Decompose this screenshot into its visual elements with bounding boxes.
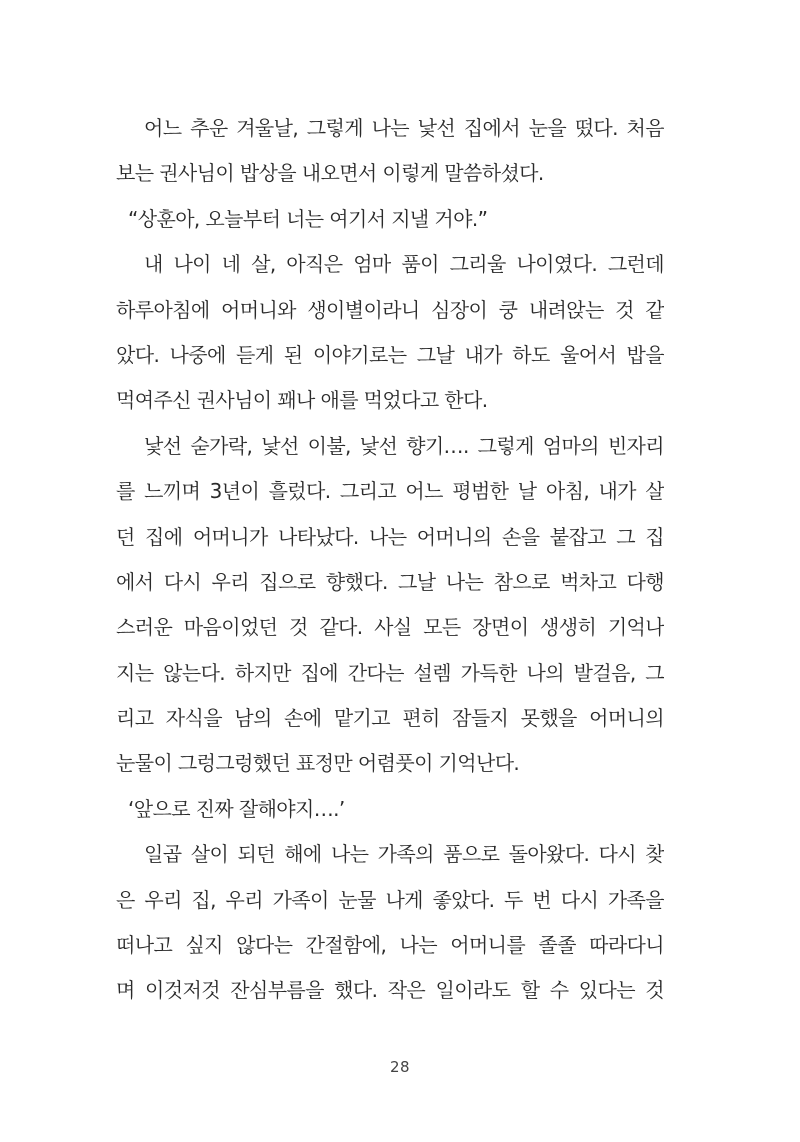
text-line: 은 우리 집, 우리 가족이 눈물 나게 좋았다. 두 번 다시 가족을: [116, 887, 664, 912]
text-line: 내 나이 네 살, 아직은 엄마 품이 그리울 나이였다. 그런데: [144, 252, 664, 277]
text-line: 던 집에 어머니가 나타났다. 나는 어머니의 손을 붙잡고 그 집: [116, 524, 664, 549]
text-line: 리고 자식을 남의 손에 맡기고 편히 잠들지 못했을 어머니의: [116, 706, 664, 731]
text-line: 일곱 살이 되던 해에 나는 가족의 품으로 돌아왔다. 다시 찾: [144, 842, 664, 867]
text-line: 지는 않는다. 하지만 집에 간다는 설렘 가득한 나의 발걸음, 그: [116, 660, 664, 685]
text-line: ‘앞으로 진짜 잘해야지….’: [128, 796, 345, 821]
text-line: “상훈아, 오늘부터 너는 여기서 지낼 거야.”: [128, 206, 488, 231]
text-line: 먹여주신 권사님이 꽤나 애를 먹었다고 한다.: [116, 388, 488, 413]
text-line: 에서 다시 우리 집으로 향했다. 그날 나는 참으로 벅차고 다행: [116, 569, 664, 594]
page-number: 28: [389, 1058, 411, 1076]
text-line: 하루아침에 어머니와 생이별이라니 심장이 쿵 내려앉는 것 같: [116, 297, 664, 322]
text-line: 눈물이 그렁그렁했던 표정만 어렴풋이 기억난다.: [116, 751, 520, 776]
body-text: [116, 106, 664, 1014]
text-line: 보는 권사님이 밥상을 내오면서 이렇게 말씀하셨다.: [116, 161, 544, 186]
text-line: 스러운 마음이었던 것 같다. 사실 모든 장면이 생생히 기억나: [116, 615, 664, 640]
text-line: 떠나고 싶지 않다는 간절함에, 나는 어머니를 졸졸 따라다니: [116, 933, 664, 958]
text-line: 며 이것저것 잔심부름을 했다. 작은 일이라도 할 수 있다는 것: [116, 978, 664, 1003]
text-line: 았다. 나중에 듣게 된 이야기로는 그날 내가 하도 울어서 밥을: [116, 342, 664, 367]
text-line: 낯선 숟가락, 낯선 이불, 낯선 향기…. 그렇게 엄마의 빈자리: [144, 433, 664, 458]
text-line: 를 느끼며 3년이 흘렀다. 그리고 어느 평범한 날 아침, 내가 살: [116, 479, 664, 504]
text-line: 어느 추운 겨울날, 그렇게 나는 낯선 집에서 눈을 떴다. 처음: [144, 116, 664, 140]
